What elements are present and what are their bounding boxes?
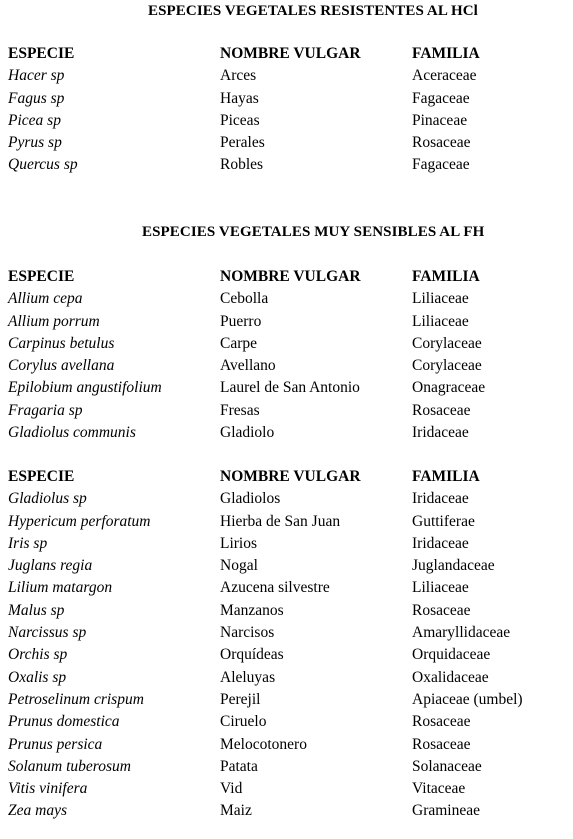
- cell-species: Prunus persica: [8, 735, 103, 753]
- cell-common-name: Hayas: [220, 89, 259, 107]
- cell-species: Lilium matargon: [8, 579, 113, 597]
- cell-family: Gramineae: [412, 802, 480, 820]
- cell-species: Hacer sp: [8, 67, 65, 85]
- cell-species: Hypericum perforatum: [8, 512, 151, 530]
- table-row: [0, 67, 573, 89]
- table-row: [0, 357, 573, 379]
- cell-species: Carpinus betulus: [8, 334, 115, 352]
- cell-common-name: Ciruelo: [220, 713, 267, 731]
- cell-family: Fagaceae: [412, 89, 470, 107]
- cell-family: Pinaceae: [412, 111, 468, 129]
- cell-common-name: Patata: [220, 757, 258, 775]
- cell-species: Epilobium angustifolium: [8, 379, 162, 397]
- table-header-row: [0, 268, 573, 290]
- cell-family: Guttiferae: [412, 512, 475, 530]
- cell-common-name: Nogal: [220, 557, 258, 575]
- cell-species: Malus sp: [8, 601, 65, 619]
- cell-family: Oxalidaceae: [412, 668, 489, 686]
- cell-common-name: Orquídeas: [220, 646, 284, 664]
- column-header-species: ESPECIE: [8, 45, 75, 62]
- table-row: [0, 646, 573, 668]
- cell-family: Orquidaceae: [412, 646, 491, 664]
- table-row: [0, 557, 573, 579]
- cell-species: Corylus avellana: [8, 357, 115, 375]
- cell-family: Apiaceae (umbel): [412, 690, 523, 708]
- table-row: [0, 156, 573, 178]
- table-header-row: [0, 468, 573, 490]
- table-row: [0, 490, 573, 512]
- cell-species: Solanum tuberosum: [8, 757, 131, 775]
- cell-species: Allium porrum: [8, 312, 100, 330]
- cell-common-name: Aleluyas: [220, 668, 276, 686]
- cell-species: Fragaria sp: [8, 401, 83, 419]
- table-row: [0, 513, 573, 535]
- table-resistant-hcl: [0, 45, 573, 179]
- cell-common-name: Vid: [220, 780, 243, 798]
- cell-common-name: Melocotonero: [220, 735, 307, 753]
- table-row: [0, 713, 573, 735]
- cell-family: Aceraceae: [412, 67, 477, 85]
- table-row: [0, 112, 573, 134]
- cell-common-name: Azucena silvestre: [220, 579, 330, 597]
- cell-family: Liliaceae: [412, 579, 469, 597]
- cell-species: Gladiolus sp: [8, 490, 87, 508]
- cell-common-name: Laurel de San Antonio: [220, 379, 360, 397]
- cell-species: Zea mays: [8, 802, 67, 820]
- cell-family: Iridaceae: [412, 534, 469, 552]
- cell-species: Prunus domestica: [8, 713, 120, 731]
- cell-family: Liliaceae: [412, 290, 469, 308]
- cell-species: Orchis sp: [8, 646, 68, 664]
- cell-species: Oxalis sp: [8, 668, 67, 686]
- cell-family: Iridaceae: [412, 424, 469, 442]
- cell-common-name: Gladiolos: [220, 490, 281, 508]
- cell-common-name: Robles: [220, 156, 264, 174]
- cell-family: Fagaceae: [412, 156, 470, 174]
- column-header-common-name: NOMBRE VULGAR: [220, 45, 361, 62]
- table-sensitive-fh-1: [0, 268, 573, 446]
- cell-common-name: Cebolla: [220, 290, 269, 308]
- cell-common-name: Avellano: [220, 357, 276, 375]
- table-row: [0, 424, 573, 446]
- table-row: [0, 402, 573, 424]
- cell-family: Iridaceae: [412, 490, 469, 508]
- table-sensitive-fh-2: [0, 468, 573, 825]
- column-header-family: FAMILIA: [412, 45, 480, 62]
- column-header-species: ESPECIE: [8, 268, 75, 285]
- cell-common-name: Perales: [220, 134, 265, 152]
- cell-family: Rosaceae: [412, 401, 471, 419]
- cell-common-name: Fresas: [220, 401, 260, 419]
- table-row: [0, 802, 573, 824]
- cell-family: Rosaceae: [412, 134, 471, 152]
- cell-family: Rosaceae: [412, 735, 471, 753]
- cell-common-name: Hierba de San Juan: [220, 512, 341, 530]
- cell-common-name: Carpe: [220, 334, 258, 352]
- table-header-row: [0, 45, 573, 67]
- table-row: [0, 669, 573, 691]
- table-row: [0, 758, 573, 780]
- cell-common-name: Arces: [220, 67, 257, 85]
- cell-common-name: Perejil: [220, 690, 261, 708]
- cell-family: Juglandaceae: [412, 557, 495, 575]
- cell-common-name: Piceas: [220, 111, 260, 129]
- column-header-family: FAMILIA: [412, 268, 480, 285]
- cell-family: Rosaceae: [412, 601, 471, 619]
- cell-common-name: Manzanos: [220, 601, 284, 619]
- column-header-common-name: NOMBRE VULGAR: [220, 468, 361, 485]
- cell-family: Onagraceae: [412, 379, 486, 397]
- table-row: [0, 290, 573, 312]
- table-row: [0, 624, 573, 646]
- cell-species: Fagus sp: [8, 89, 65, 107]
- cell-common-name: Lirios: [220, 534, 258, 552]
- cell-species: Picea sp: [8, 111, 61, 129]
- table-row: [0, 579, 573, 601]
- cell-family: Rosaceae: [412, 713, 471, 731]
- column-header-common-name: NOMBRE VULGAR: [220, 268, 361, 285]
- cell-family: Vitaceae: [412, 780, 466, 798]
- cell-species: Vitis vinifera: [8, 780, 88, 798]
- table-row: [0, 379, 573, 401]
- cell-common-name: Puerro: [220, 312, 262, 330]
- column-header-species: ESPECIE: [8, 468, 75, 485]
- cell-species: Pyrus sp: [8, 134, 62, 152]
- cell-species: Allium cepa: [8, 290, 83, 308]
- table-row: [0, 134, 573, 156]
- table-row: [0, 335, 573, 357]
- cell-family: Corylaceae: [412, 334, 482, 352]
- cell-common-name: Maiz: [220, 802, 252, 820]
- cell-species: Narcissus sp: [8, 624, 87, 642]
- table-row: [0, 535, 573, 557]
- column-header-family: FAMILIA: [412, 468, 480, 485]
- cell-species: Quercus sp: [8, 156, 78, 174]
- table-row: [0, 313, 573, 335]
- cell-family: Corylaceae: [412, 357, 482, 375]
- cell-family: Liliaceae: [412, 312, 469, 330]
- cell-family: Solanaceae: [412, 757, 482, 775]
- cell-common-name: Narcisos: [220, 624, 275, 642]
- cell-species: Petroselinum crispum: [8, 690, 144, 708]
- table-row: [0, 736, 573, 758]
- section-title-resistant: ESPECIES VEGETALES RESISTENTES AL HCl: [148, 3, 478, 19]
- cell-family: Amaryllidaceae: [412, 624, 511, 642]
- cell-common-name: Gladiolo: [220, 424, 275, 442]
- cell-species: Iris sp: [8, 534, 48, 552]
- table-row: [0, 602, 573, 624]
- table-row: [0, 691, 573, 713]
- cell-species: Gladiolus communis: [8, 424, 136, 442]
- section-title-sensitive: ESPECIES VEGETALES MUY SENSIBLES AL FH: [142, 224, 485, 240]
- table-row: [0, 780, 573, 802]
- table-row: [0, 90, 573, 112]
- cell-species: Juglans regia: [8, 557, 93, 575]
